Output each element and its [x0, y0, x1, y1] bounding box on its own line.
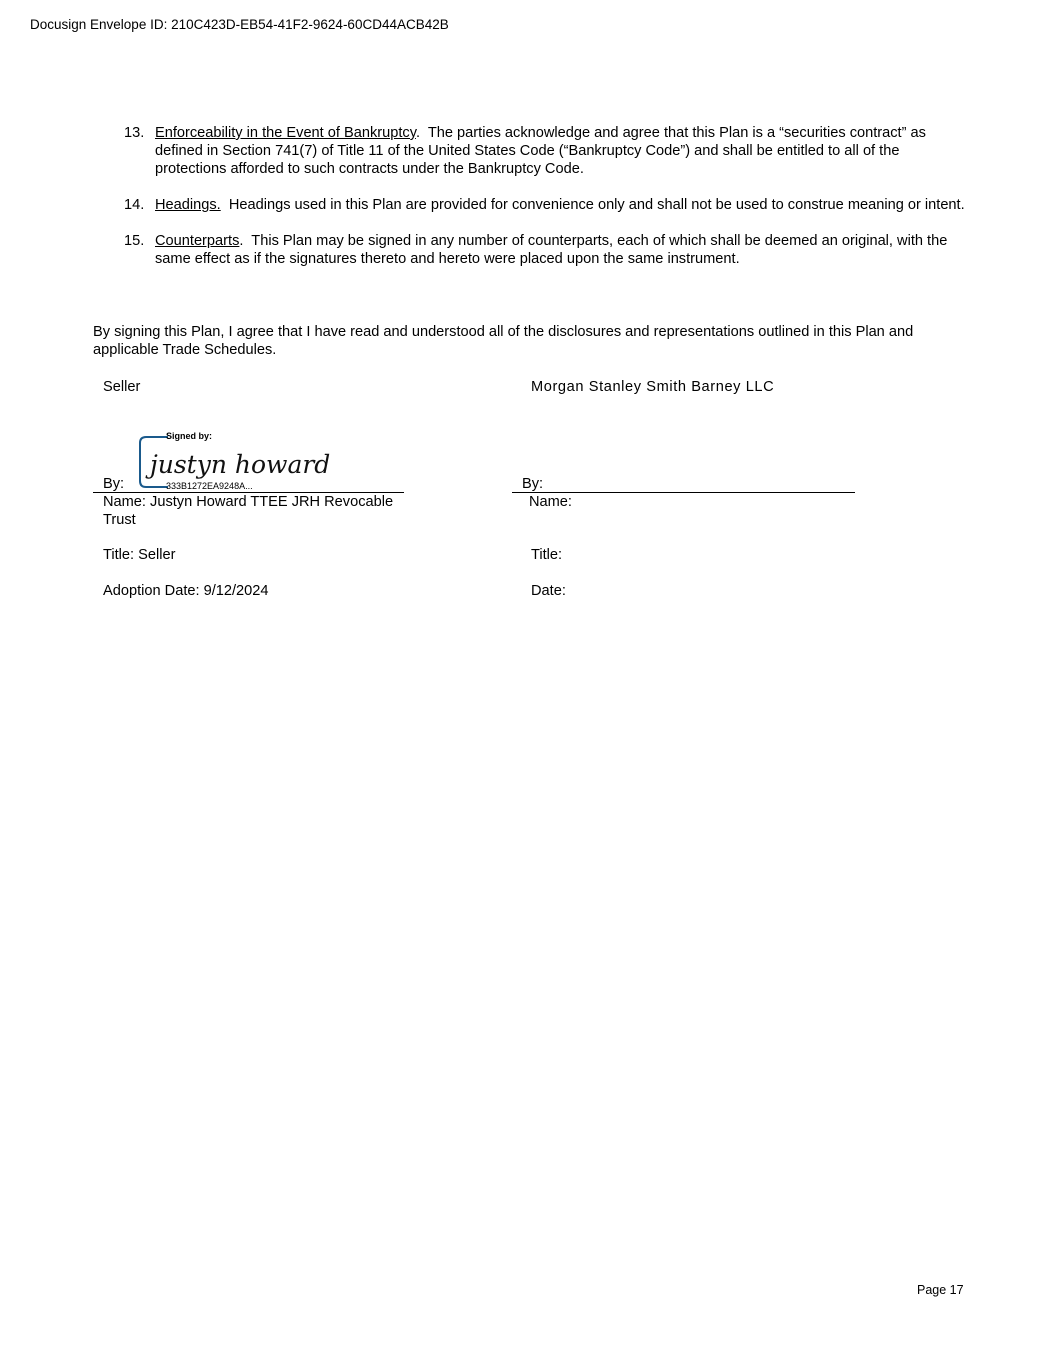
section-text: Headings used in this Plan are provided for convenience only and shall not be used to construe meaning or intent. [228, 197, 965, 213]
broker-date: Date: [531, 583, 566, 599]
section-body [155, 124, 966, 178]
section-number: 14. [124, 197, 145, 213]
section-text: The parties acknowledge and agree that this Plan is a “securities contract” as defined in Section 741(7) of Title 11 of the United States Code (“Bankruptcy Code”) and shall be entitled to all of the protections afforded to such contracts under the Bankruptcy Code. [155, 125, 926, 177]
section-heading: Headings. [155, 197, 221, 213]
section-13 [124, 124, 966, 178]
seller-by-label: By: [103, 476, 125, 492]
section-heading: Enforceability in the Event of Bankruptcy [155, 125, 416, 141]
envelope-id: Docusign Envelope ID: 210C423D-EB54-41F2-9624-60CD44ACB42B [30, 17, 449, 32]
numbered-sections [124, 124, 966, 286]
acknowledgement-paragraph: By signing this Plan, I agree that I have read and understood all of the disclosures and representations outlined in this Plan and applicable Trade Schedules. [93, 324, 914, 358]
seller-signature [148, 447, 331, 485]
section-number: 15. [124, 233, 145, 249]
section-14 [124, 196, 966, 214]
signature-text: justyn howard [150, 450, 331, 479]
seller-name-line1: Name: Justyn Howard TTEE JRH Revocable [103, 494, 394, 510]
broker-title: Title: [531, 547, 563, 563]
seller-adoption-date: Adoption Date: 9/12/2024 [103, 583, 269, 599]
broker-by-label: By: [522, 476, 544, 492]
seller-title: Title: Seller [103, 547, 176, 563]
section-heading: Counterparts [155, 233, 240, 249]
section-text: This Plan may be signed in any number of counterparts, each of which shall be deemed an original, with the same effect as if the signatures thereto and hereto were placed upon the same instrument. [155, 233, 948, 267]
heading-punctuation: . [239, 233, 244, 249]
seller-party-label: Seller [103, 379, 141, 395]
signature-id: 333B1272EA9248A... [166, 481, 253, 491]
broker-name: Name: [529, 494, 572, 510]
section-number: 13. [124, 125, 145, 141]
heading-punctuation: . [415, 125, 420, 141]
seller-name-line2: Trust [103, 512, 136, 528]
page-number: Page 17 [917, 1283, 964, 1297]
signed-by-label: Signed by: [166, 431, 213, 441]
broker-party-label: Morgan Stanley Smith Barney LLC [531, 379, 775, 395]
section-body [155, 232, 966, 268]
section-15 [124, 232, 966, 268]
section-body [155, 196, 966, 214]
